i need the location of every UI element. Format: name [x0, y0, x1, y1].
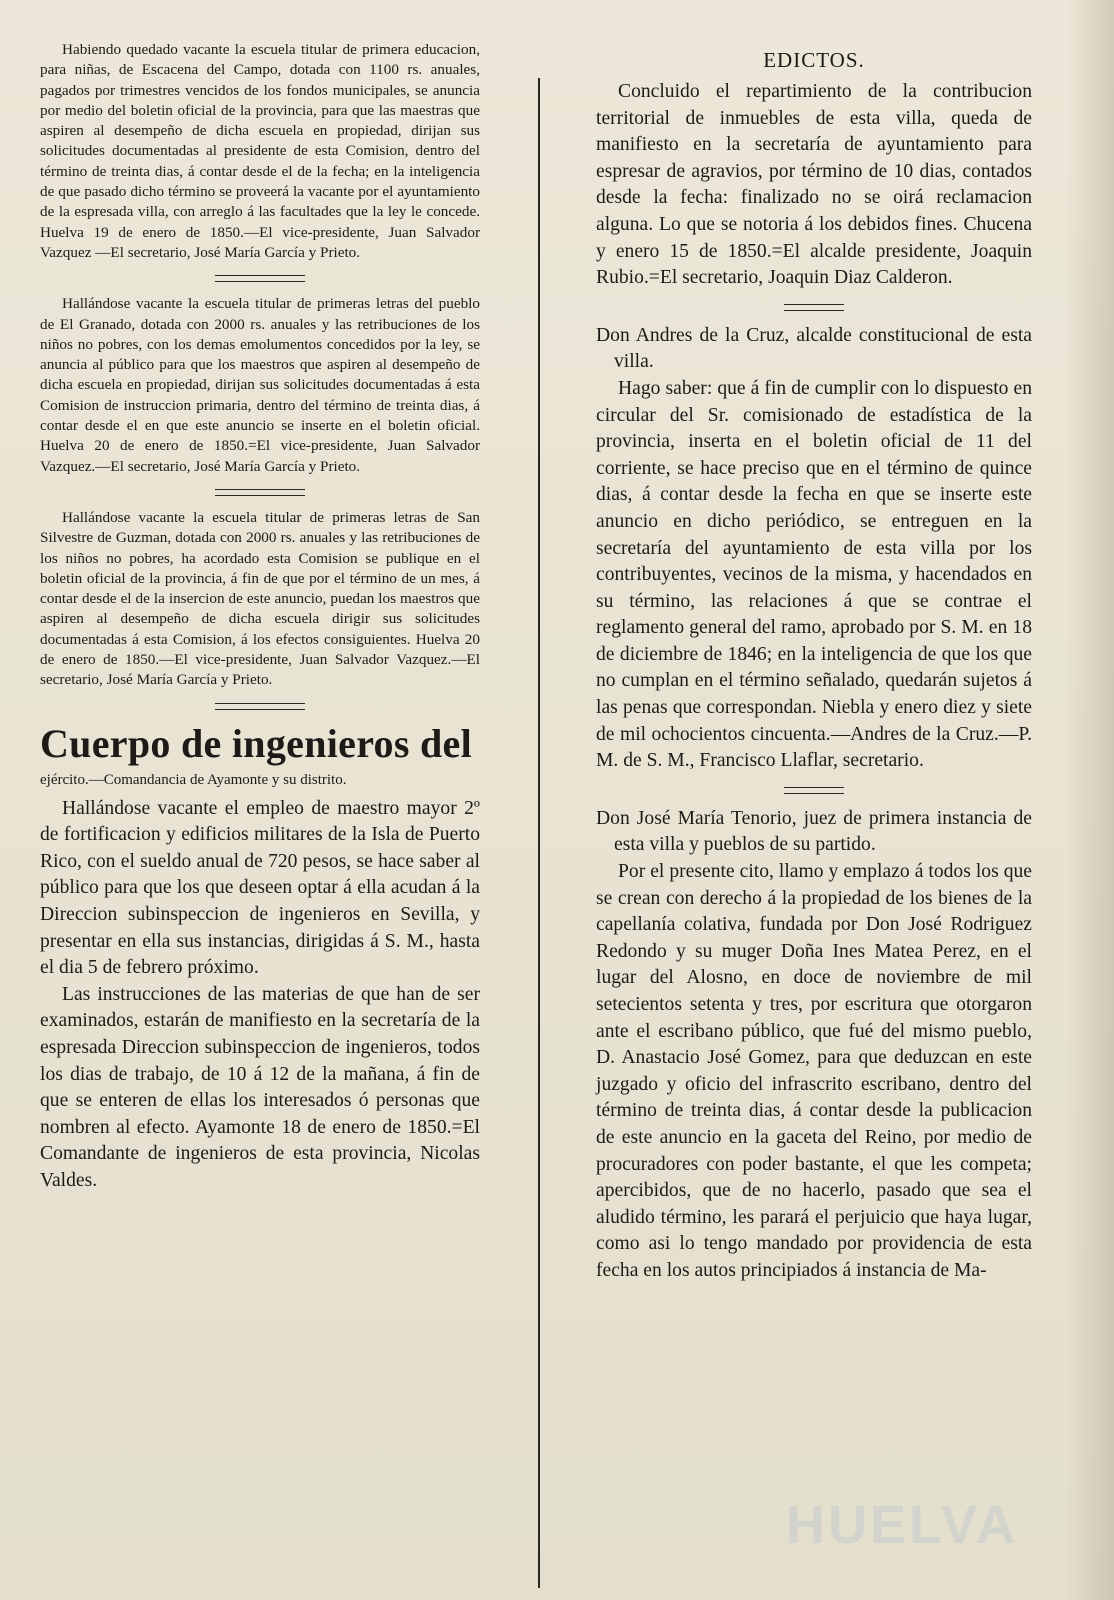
section-rule: [215, 275, 305, 282]
page-edge-shadow: [1066, 0, 1114, 1600]
column-divider: [538, 78, 540, 1588]
notice-san-silvestre: Hallándose vacante la escuela titular de primeras letras de San Silvestre de Guzman, dotada con 2000 rs. anuales y las retribuciones de los niños no pobres, ha acordado esta Comision se publique en el boletin oficial de la provincia, á fin de que por el término de un mes, á contar desde el de la insercion de este anuncio, puedan los maestros que aspiren al desempeño de dicha escuela dirigir sus solicitudes documentadas á esta Comision, á los efectos consiguientes. Huelva 20 de enero de 1850.—El vice-presidente, Juan Salvador Vazquez.—El secretario, José María García y Prieto.: [40, 508, 480, 689]
section-heading-ingenieros: Cuerpo de ingenieros del: [40, 720, 473, 766]
right-column: [596, 48, 1032, 1285]
left-column: [40, 40, 480, 1195]
edictos-title: EDICTOS.: [763, 48, 865, 72]
section-rule: [784, 304, 844, 311]
edicto-niebla-body: Hago saber: que á fin de cumplir con lo dispuesto en circular del Sr. comisionado de estadística de la provincia, inserta en el boletin oficial de 11 del corriente, se hace preciso que en el término de quince dias, á contar desde la fecha en que se inserte este anuncio en dicho periódico, se entreguen en la secretaría del ayuntamiento de esta villa por los contribuyentes, vecinos de la misma, y hacendados en su término, las relaciones á que se contrae el reglamento general del ramo, aprobado por S. M. en 18 de diciembre de 1846; en la inteligencia de que los que no cumplan en el término señalado, quedarán sujetos á las penas que correspondan. Niebla y enero diez y siete de mil ochocientos cincuenta.—Andres de la Cruz.—P. M. de S. M., Francisco Llaflar, secretario.: [596, 377, 1032, 772]
edicto-niebla-heading: Don Andres de la Cruz, alcalde constitucional de esta villa.: [596, 324, 1032, 373]
archive-watermark: HUELVA: [786, 1495, 1018, 1555]
section-rule: [215, 489, 305, 496]
ingenieros-paragraph-1: Hallándose vacante el empleo de maestro mayor 2º de fortificacion y edificios militares de la Isla de Puerto Rico, con el sueldo anual de 720 pesos, se hace saber al público para que los que deseen optar á ella acudan á la Direccion subinspeccion de ingenieros en Sevilla, y presentar en ella sus instancias, dirigidas á S. M., hasta el dia 5 de febrero próximo.: [40, 797, 480, 979]
edicto-tenorio-heading: Don José María Tenorio, juez de primera instancia de esta villa y pueblos de su partido.: [596, 807, 1032, 856]
ingenieros-paragraph-2: Las instrucciones de las materias de que han de ser examinados, estarán de manifiesto en la secretaría de la espresada Direccion subinspeccion de ingenieros, todos los dias de trabajo, de 10 á 12 de la mañana, á fin de que se enteren de ellas los interesados ó personas que nombren al efecto. Ayamonte 18 de enero de 1850.=El Comandante de ingenieros de esta provincia, Nicolas Valdes.: [40, 983, 480, 1191]
section-rule: [784, 787, 844, 794]
section-rule: [215, 703, 305, 710]
notice-el-granado: Hallándose vacante la escuela titular de primeras letras del pueblo de El Granado, dotada con 2000 rs. anuales y las retribuciones de los niños no pobres, con los demas emolumentos concedidos por la ley, se anuncia al público para que los maestros que aspiren al desempeño de dicha escuela en propiedad, dirijan sus solicitudes documentadas á esta Comision de instruccion primaria, dentro del término de treinta dias, á contar desde el en que este anuncio se inserte en el boletin oficial. Huelva 20 de enero de 1850.=El vice-presidente, Juan Salvador Vazquez.—El secretario, José María García y Prieto.: [40, 295, 480, 475]
edicto-tenorio-body: Por el presente cito, llamo y emplazo á todos los que se crean con derecho á la propiedad de los bienes de la capellanía colativa, fundada por Don José Rodriguez Redondo y su muger Doña Ines Matea Perez, en el lugar del Alosno, en doce de noviembre de mil setecientos setenta y tres, por escritura que otorgaron ante el escribano público, que fué del mismo pueblo, D. Anastacio José Gomez, para que deduzcan en este juzgado y oficio del infrascrito escribano, dentro del término de treinta dias, á contar desde la publicacion de este anuncio en la gaceta del Reino, por medio de procuradores con poder bastante, el que les competa; apercibidos, que de no hacerlo, pasado que sea el aludido término, les parará el perjuicio que haya lugar, como asi lo tengo mandado por providencia de esta fecha en los autos principiados á instancia de Ma-: [596, 861, 1032, 1281]
section-subheading: ejército.—Comandancia de Ayamonte y su distrito.: [40, 771, 347, 788]
edicto-chucena: Concluido el repartimiento de la contribucion territorial de inmuebles de esta villa, queda de manifiesto en la secretaría de ayuntamiento para espresar de agravios, por término de 10 dias, contados desde la fecha: finalizado no se oirá reclamacion alguna. Lo que se notoria á los debidos fines. Chucena y enero 15 de 1850.=El alcalde presidente, Joaquin Rubio.=El secretario, Joaquin Diaz Calderon.: [596, 81, 1032, 289]
notice-escacena: Habiendo quedado vacante la escuela titular de primera educacion, para niñas, de Escacena del Campo, dotada con 1100 rs. anuales, pagados por trimestres vencidos de los fondos municipales, se anuncia por medio del boletin oficial de la provincia, para que las maestras que aspiren al desempeño de dicha escuela en propiedad, dirijan sus solicitudes documentadas al presidente de esta Comision, dentro del término de treinta dias, á contar desde el de la fecha; en la inteligencia de que pasado dicho término se proveerá la vacante por el ayuntamiento de la espresada villa, con arreglo á las facultades que la ley le concede. Huelva 19 de enero de 1850.—El vice-presidente, Juan Salvador Vazquez —El secretario, José María García y Prieto.: [40, 41, 480, 261]
